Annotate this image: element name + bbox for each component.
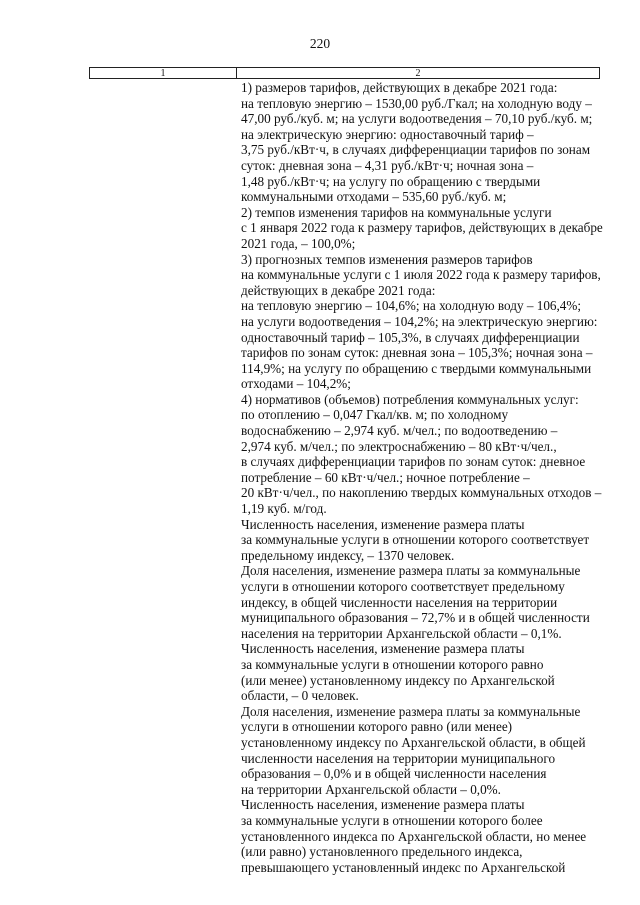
text-line: суток: дневная зона – 4,31 руб./кВт·ч; ночная зона –	[241, 157, 534, 173]
text-line: в случаях дифференциации тарифов по зонам суток: дневное	[241, 454, 586, 470]
text-line: на тепловую энергию – 104,6%; на холодную воду – 106,4%;	[241, 298, 582, 314]
page-number: 220	[309, 36, 331, 51]
text-line: индексу, в общей численности населения на территории	[241, 594, 558, 610]
text-line: на электрическую энергию: одноставочный тариф –	[241, 126, 534, 142]
text-line: на территории Архангельской области – 0,0%.	[241, 781, 501, 797]
text-line: населения на территории Архангельской области – 0,1%.	[241, 625, 562, 641]
column-1-header: 1	[90, 68, 237, 79]
text-line: 114,9%; на услугу по обращению с твердыми коммунальными	[241, 360, 592, 376]
text-line: области, – 0 человек.	[241, 688, 359, 704]
text-line: водоснабжению – 2,974 куб. м/чел.; по водоотведению –	[241, 423, 558, 439]
text-line: 1,19 куб. м/год.	[241, 501, 327, 517]
text-line: за коммунальные услуги в отношении которого более	[241, 812, 543, 828]
text-line: 2) темпов изменения тарифов на коммунальные услуги	[241, 204, 552, 220]
text-line: 3) прогнозных темпов изменения размеров тарифов	[241, 251, 533, 267]
text-line: 2,974 куб. м/чел.; по электроснабжению – 80 кВт·ч/чел.,	[241, 438, 557, 454]
text-line: Численность населения, изменение размера платы	[241, 797, 525, 813]
text-line: 20 кВт·ч/чел., по накоплению твердых коммунальных отходов –	[241, 485, 602, 501]
text-line: муниципального образования – 72,7% и в общей численности	[241, 610, 590, 626]
text-line: с 1 января 2022 года к размеру тарифов, действующих в декабре	[241, 220, 603, 236]
text-line: на услуги водоотведения – 104,2%; на электрическую энергию:	[241, 313, 598, 329]
table-header	[89, 67, 600, 79]
text-line: Доля населения, изменение размера платы за коммунальные	[241, 563, 581, 579]
text-line: 4) нормативов (объемов) потребления коммунальных услуг:	[241, 391, 579, 407]
text-line: превышающего установленный индекс по Архангельской	[241, 859, 566, 875]
text-line: отходами – 104,2%;	[241, 376, 351, 392]
text-line: установленного индекса по Архангельской области, но менее	[241, 828, 587, 844]
text-line: услуги в отношении которого соответствует предельному	[241, 579, 565, 594]
text-line: тарифов по зонам суток: дневная зона – 105,3%; ночная зона –	[241, 345, 593, 361]
text-line: (или менее) установленному индексу по Архангельской	[241, 672, 555, 688]
text-line: за коммунальные услуги в отношении которого равно	[241, 656, 544, 672]
text-line: Численность населения, изменение размера платы	[241, 516, 525, 532]
text-line: 1,48 руб./кВт·ч; на услугу по обращению с твердыми	[241, 173, 541, 189]
text-line: на тепловую энергию – 1530,00 руб./Гкал; на холодную воду –	[241, 95, 592, 111]
text-line: (или равно) установленного предельного индекса,	[241, 844, 523, 860]
text-line: коммунальными отходами – 535,60 руб./куб. м;	[241, 189, 507, 205]
text-line: предельному индексу, – 1370 человек.	[241, 547, 455, 563]
text-line: 1) размеров тарифов, действующих в декабре 2021 года:	[241, 80, 558, 95]
text-line: на коммунальные услуги с 1 июля 2022 года к размеру тарифов,	[241, 267, 601, 283]
text-line: установленному индексу по Архангельской области, в общей	[241, 734, 586, 750]
text-line: 2021 года, – 100,0%;	[241, 235, 356, 251]
text-line: образования – 0,0% и в общей численности населения	[241, 766, 547, 782]
text-line: Доля населения, изменение размера платы за коммунальные	[241, 703, 581, 719]
text-line: за коммунальные услуги в отношении которого соответствует	[241, 532, 590, 548]
text-line: по отоплению – 0,047 Гкал/кв. м; по холодному	[241, 407, 509, 423]
text-line: 3,75 руб./кВт·ч, в случаях дифференциации тарифов по зонам	[241, 142, 591, 158]
text-line: действующих в декабре 2021 года:	[241, 282, 436, 298]
text-line: Численность населения, изменение размера платы	[241, 641, 525, 657]
column-2-text	[241, 80, 605, 875]
text-line: 47,00 руб./куб. м; на услуги водоотведения – 70,10 руб./куб. м;	[241, 111, 593, 127]
text-line: одноставочный тариф – 105,3%, в случаях дифференциации	[241, 329, 580, 345]
text-line: услуги в отношении которого равно (или менее)	[241, 719, 513, 735]
text-line: численности населения на территории муниципального	[241, 750, 556, 766]
text-line: потребление – 60 кВт·ч/чел.; ночное потребление –	[241, 469, 530, 485]
column-2-header: 2	[237, 68, 600, 79]
